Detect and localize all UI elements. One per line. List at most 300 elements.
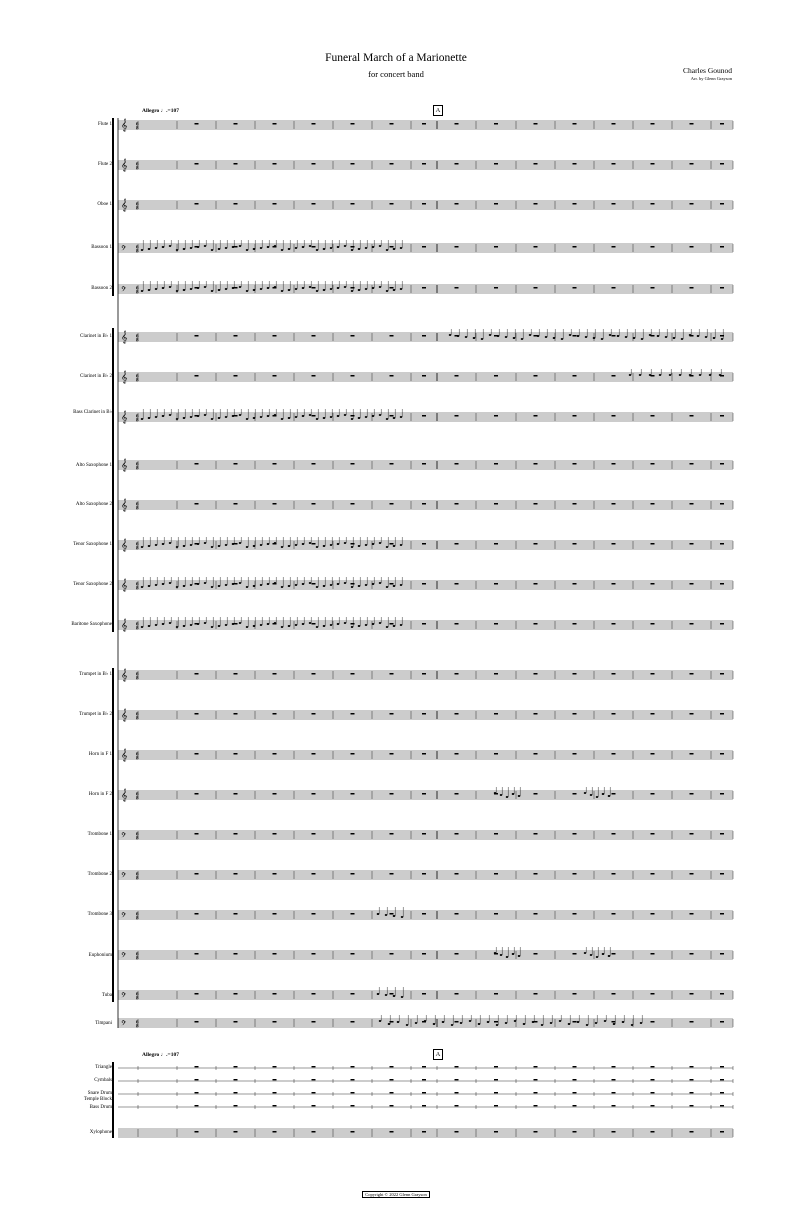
label-trombone-3: Trombone 3 [87, 912, 112, 917]
time-signature: 6 [136, 952, 139, 958]
note-head [218, 289, 221, 291]
whole-rest [534, 203, 538, 204]
whole-rest [455, 503, 459, 504]
note-head [351, 586, 354, 588]
whole-rest [351, 913, 355, 914]
whole-rest [612, 623, 616, 624]
time-signature: 8 [136, 956, 139, 962]
label-trombone-2: Trombone 2 [87, 872, 112, 877]
note-head [596, 956, 599, 958]
note-head [260, 247, 263, 249]
note-head [267, 583, 270, 585]
time-signature: 8 [136, 338, 139, 344]
whole-rest [195, 873, 199, 874]
whole-rest [455, 673, 459, 674]
treble-clef: 𝄞 [121, 159, 128, 172]
whole-rest [351, 375, 355, 376]
note-head [288, 545, 291, 547]
whole-rest [390, 375, 394, 376]
treble-clef: 𝄞 [121, 749, 128, 762]
whole-rest [312, 793, 316, 794]
note-head [232, 287, 235, 289]
note-head [204, 582, 207, 584]
time-signature: 8 [136, 836, 139, 842]
whole-rest [720, 673, 724, 674]
whole-rest [720, 1131, 724, 1132]
whole-rest [455, 913, 459, 914]
whole-rest [494, 123, 498, 124]
label-clarinet-1: Clarinet in B♭ 1 [80, 334, 112, 339]
whole-rest [351, 1105, 355, 1106]
whole-rest [234, 673, 238, 674]
whole-rest [573, 1105, 577, 1106]
whole-rest [422, 673, 426, 674]
note-head [665, 336, 668, 338]
whole-rest [494, 1021, 498, 1022]
note-head [415, 1022, 418, 1024]
note-head [649, 334, 652, 336]
whole-rest [690, 623, 694, 624]
note-head [330, 288, 333, 290]
whole-rest [234, 713, 238, 714]
note-head [260, 416, 263, 418]
note-head [657, 335, 660, 337]
time-signature: 8 [136, 916, 139, 922]
note-head [295, 624, 298, 626]
note-head [302, 287, 305, 289]
whole-rest [273, 873, 277, 874]
note-head [337, 287, 340, 289]
label-bassoon-1: Bassoon 1 [91, 245, 112, 250]
note-head [372, 415, 375, 417]
whole-rest [720, 163, 724, 164]
note-head [295, 416, 298, 418]
note-head [225, 544, 228, 546]
label-tenor-sax-2: Tenor Saxophone 2 [73, 582, 112, 587]
note-head [232, 623, 235, 625]
note-head [281, 290, 284, 292]
whole-rest [651, 123, 655, 124]
note-head [162, 246, 165, 248]
whole-rest [351, 623, 355, 624]
whole-rest [651, 503, 655, 504]
whole-rest [195, 673, 199, 674]
whole-rest [612, 873, 616, 874]
time-signature: 8 [136, 418, 139, 424]
whole-rest [494, 993, 498, 994]
time-signature: 8 [136, 876, 139, 882]
note-head [553, 337, 556, 339]
whole-rest [690, 993, 694, 994]
time-signature: 6 [136, 832, 139, 838]
note-head [532, 1021, 535, 1023]
note-head [497, 335, 500, 337]
note-head [629, 374, 632, 376]
label-euphonium: Euphonium [88, 953, 112, 958]
whole-rest [534, 913, 538, 914]
note-head [274, 286, 277, 288]
whole-rest [720, 993, 724, 994]
whole-rest [422, 953, 426, 954]
whole-rest [573, 833, 577, 834]
whole-rest [690, 463, 694, 464]
note-head [622, 1021, 625, 1023]
whole-rest [312, 873, 316, 874]
whole-rest [195, 1066, 199, 1067]
note-head [487, 1021, 490, 1023]
note-head [523, 1023, 526, 1025]
note-head [613, 1023, 616, 1025]
whole-rest [312, 753, 316, 754]
whole-rest [494, 246, 498, 247]
note-head [204, 245, 207, 247]
note-head [617, 335, 620, 337]
whole-rest [390, 583, 394, 584]
whole-rest [573, 335, 577, 336]
time-signature: 8 [136, 206, 139, 212]
whole-rest [390, 1092, 394, 1093]
note-head [469, 1020, 472, 1022]
note-head [246, 626, 249, 628]
note-head [260, 288, 263, 290]
note-head [155, 247, 158, 249]
whole-rest [455, 463, 459, 464]
whole-rest [612, 415, 616, 416]
whole-rest [312, 1105, 316, 1106]
note-head [148, 248, 151, 250]
note-head [141, 290, 144, 292]
whole-rest [455, 287, 459, 288]
time-signature: 6 [136, 286, 139, 292]
note-head [183, 417, 186, 419]
whole-rest [690, 1131, 694, 1132]
whole-rest [195, 953, 199, 954]
note-head [330, 416, 333, 418]
note-head [295, 288, 298, 290]
note-head [386, 418, 389, 420]
whole-rest [720, 1105, 724, 1106]
note-head [316, 626, 319, 628]
note-head [358, 625, 361, 627]
note-head [608, 955, 611, 957]
whole-rest [312, 1066, 316, 1067]
whole-rest [422, 287, 426, 288]
label-snare-drum: Snare Drum [87, 1091, 112, 1096]
whole-rest [651, 1105, 655, 1106]
whole-rest [351, 123, 355, 124]
whole-rest [612, 713, 616, 714]
whole-rest [534, 163, 538, 164]
whole-rest [612, 1066, 616, 1067]
note-head [351, 626, 354, 628]
whole-rest [573, 623, 577, 624]
note-head [197, 415, 200, 417]
note-head [608, 795, 611, 797]
whole-rest [195, 993, 199, 994]
note-head [379, 622, 382, 624]
note-head [365, 416, 368, 418]
label-flute-1: Flute 1 [97, 122, 112, 127]
note-head [478, 1023, 481, 1025]
label-xylophone: Xylophone [89, 1130, 112, 1135]
copyright-notice: Copyright © 2022 Glenn Grayson [0, 1192, 792, 1197]
note-head [232, 415, 235, 417]
note-head [148, 625, 151, 627]
note-head [365, 247, 368, 249]
note-head [386, 546, 389, 548]
whole-rest [690, 503, 694, 504]
treble-clef: 𝄞 [121, 199, 128, 212]
time-signature: 8 [136, 378, 139, 384]
whole-rest [690, 123, 694, 124]
whole-rest [351, 335, 355, 336]
whole-rest [422, 415, 426, 416]
whole-rest [455, 833, 459, 834]
whole-rest [455, 583, 459, 584]
whole-rest [195, 163, 199, 164]
note-head [190, 247, 193, 249]
whole-rest [390, 203, 394, 204]
treble-clef: 𝄞 [121, 539, 128, 552]
whole-rest [494, 543, 498, 544]
whole-rest [651, 203, 655, 204]
note-head [344, 286, 347, 288]
note-head [162, 623, 165, 625]
whole-rest [573, 246, 577, 247]
whole-rest [534, 1079, 538, 1080]
treble-clef: 𝄞 [121, 619, 128, 632]
note-head [586, 1024, 589, 1026]
whole-rest [351, 415, 355, 416]
whole-rest [234, 203, 238, 204]
whole-rest [573, 793, 577, 794]
whole-rest [351, 1092, 355, 1093]
label-bass-drum: Bass Drum [89, 1105, 112, 1110]
whole-rest [455, 793, 459, 794]
note-head [302, 246, 305, 248]
whole-rest [651, 993, 655, 994]
note-head [337, 415, 340, 417]
whole-rest [651, 673, 655, 674]
whole-rest [573, 953, 577, 954]
note-head [239, 582, 242, 584]
note-head [141, 586, 144, 588]
whole-rest [534, 623, 538, 624]
whole-rest [351, 753, 355, 754]
whole-rest [422, 1092, 426, 1093]
whole-rest [312, 713, 316, 714]
label-timpani: Timpani [95, 1021, 112, 1026]
note-head [148, 545, 151, 547]
note-head [288, 417, 291, 419]
whole-rest [234, 463, 238, 464]
note-head [302, 543, 305, 545]
whole-rest [494, 673, 498, 674]
bass-clef: 𝄢 [121, 285, 127, 295]
note-head [176, 546, 179, 548]
whole-rest [273, 203, 277, 204]
note-head [225, 584, 228, 586]
time-signature: 8 [136, 756, 139, 762]
note-head [253, 585, 256, 587]
note-head [351, 546, 354, 548]
time-signature: 8 [136, 716, 139, 722]
whole-rest [720, 1092, 724, 1093]
whole-rest [234, 503, 238, 504]
whole-rest [690, 753, 694, 754]
whole-rest [612, 123, 616, 124]
whole-rest [390, 543, 394, 544]
note-head [602, 953, 605, 955]
note-head [351, 290, 354, 292]
note-head [274, 622, 277, 624]
note-head [190, 584, 193, 586]
whole-rest [351, 833, 355, 834]
whole-rest [690, 713, 694, 714]
note-head [681, 338, 684, 340]
note-head [500, 954, 503, 956]
arranger: Arr. by Glenn Grayson [690, 76, 732, 81]
note-head [323, 417, 326, 419]
whole-rest [234, 833, 238, 834]
note-head [218, 585, 221, 587]
whole-rest [720, 873, 724, 874]
whole-rest [494, 1105, 498, 1106]
whole-rest [612, 246, 616, 247]
note-head [246, 546, 249, 548]
whole-rest [573, 375, 577, 376]
whole-rest [494, 713, 498, 714]
whole-rest [455, 873, 459, 874]
rehearsal-mark-a: A [433, 105, 443, 116]
note-head [568, 1023, 571, 1025]
whole-rest [573, 415, 577, 416]
whole-rest [195, 1092, 199, 1093]
whole-rest [390, 123, 394, 124]
whole-rest [422, 833, 426, 834]
whole-rest [312, 463, 316, 464]
whole-rest [573, 463, 577, 464]
time-signature: 6 [136, 462, 139, 468]
whole-rest [273, 503, 277, 504]
whole-rest [534, 993, 538, 994]
whole-rest [312, 583, 316, 584]
whole-rest [422, 873, 426, 874]
whole-rest [612, 753, 616, 754]
note-head [358, 289, 361, 291]
note-head [232, 543, 235, 545]
whole-rest [351, 793, 355, 794]
note-head [141, 249, 144, 251]
whole-rest [720, 1079, 724, 1080]
whole-rest [612, 503, 616, 504]
whole-rest [534, 1131, 538, 1132]
note-head [494, 792, 497, 794]
whole-rest [534, 713, 538, 714]
note-head [323, 585, 326, 587]
note-head [218, 248, 221, 250]
note-head [155, 288, 158, 290]
whole-rest [351, 163, 355, 164]
note-head [316, 546, 319, 548]
note-head [176, 290, 179, 292]
whole-rest [534, 583, 538, 584]
whole-rest [234, 1092, 238, 1093]
label-horn-1: Horn in F 1 [88, 752, 112, 757]
whole-rest [351, 713, 355, 714]
note-head [689, 374, 692, 376]
note-head [713, 337, 716, 339]
note-head [400, 624, 403, 626]
composer: Charles Gounod [683, 66, 732, 75]
time-signature: 8 [136, 996, 139, 1002]
whole-rest [273, 833, 277, 834]
time-signature: 8 [136, 466, 139, 472]
whole-rest [273, 1079, 277, 1080]
note-head [625, 336, 628, 338]
whole-rest [612, 375, 616, 376]
note-head [344, 582, 347, 584]
note-head [239, 414, 242, 416]
whole-rest [234, 1066, 238, 1067]
note-head [344, 414, 347, 416]
whole-rest [573, 1079, 577, 1080]
bass-clef: 𝄢 [121, 244, 127, 254]
whole-rest [690, 1021, 694, 1022]
label-tenor-sax-1: Tenor Saxophone 1 [73, 542, 112, 547]
note-head [337, 246, 340, 248]
note-head [274, 582, 277, 584]
note-head [351, 249, 354, 251]
whole-rest [573, 753, 577, 754]
note-head [639, 374, 642, 376]
whole-rest [422, 913, 426, 914]
note-head [225, 288, 228, 290]
note-head [337, 583, 340, 585]
whole-rest [273, 753, 277, 754]
whole-rest [234, 993, 238, 994]
note-head [590, 794, 593, 796]
whole-rest [720, 246, 724, 247]
whole-rest [690, 287, 694, 288]
note-head [232, 246, 235, 248]
whole-rest [351, 583, 355, 584]
note-head [372, 287, 375, 289]
whole-rest [573, 673, 577, 674]
whole-rest [494, 753, 498, 754]
note-head [176, 418, 179, 420]
label-horn-2: Horn in F 2 [88, 792, 112, 797]
whole-rest [312, 415, 316, 416]
label-bassoon-2: Bassoon 2 [91, 286, 112, 291]
whole-rest [273, 1092, 277, 1093]
note-head [148, 585, 151, 587]
note-head [330, 624, 333, 626]
note-head [379, 582, 382, 584]
time-signature: 6 [136, 622, 139, 628]
label-flute-2: Flute 2 [97, 162, 112, 167]
whole-rest [720, 623, 724, 624]
whole-rest [534, 1066, 538, 1067]
note-head [460, 1022, 463, 1024]
label-tuba: Tuba [101, 993, 112, 998]
note-head [260, 584, 263, 586]
whole-rest [312, 543, 316, 544]
note-head [204, 414, 207, 416]
note-head [365, 584, 368, 586]
whole-rest [422, 623, 426, 624]
whole-rest [612, 833, 616, 834]
